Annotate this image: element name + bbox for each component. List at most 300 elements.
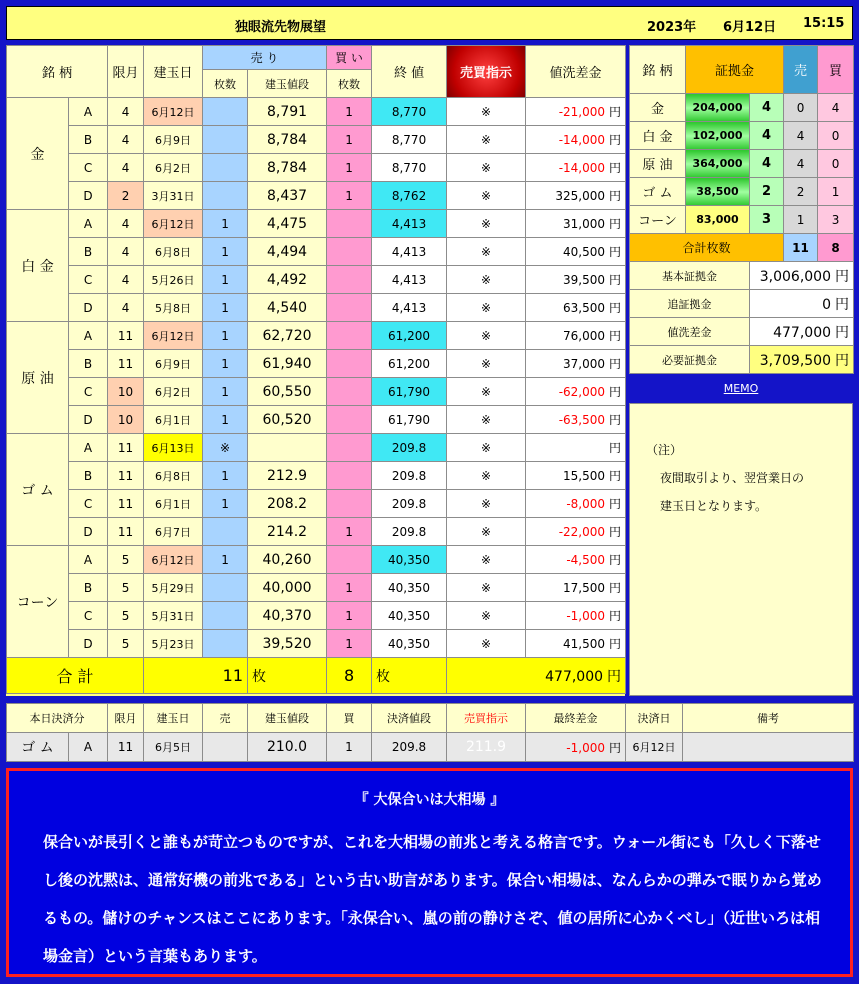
position-month: 4 bbox=[108, 294, 144, 322]
position-diff-yen: 円 bbox=[609, 189, 622, 203]
position-buy-count: 1 bbox=[327, 630, 372, 658]
position-close-price: 8,770 bbox=[372, 126, 447, 154]
position-diff-yen: 円 bbox=[609, 385, 622, 399]
position-open-date: 6月12日 bbox=[144, 546, 203, 574]
position-open-date: 6月12日 bbox=[144, 98, 203, 126]
margin-summary-value: 3,709,500 bbox=[759, 352, 832, 369]
totals-buy-count: 8 bbox=[327, 658, 372, 694]
col-header-name: 銘 柄 bbox=[7, 46, 108, 98]
position-diff-cell bbox=[526, 630, 626, 658]
margin-summary-label: 基本証拠金 bbox=[630, 262, 750, 290]
settled-name: ゴ ム bbox=[7, 733, 69, 762]
position-open-date: 6月9日 bbox=[144, 350, 203, 378]
table-row bbox=[7, 602, 626, 630]
col-header-sell: 売 り bbox=[203, 46, 327, 70]
position-order-mark: ※ bbox=[447, 266, 526, 294]
position-diff-yen: 円 bbox=[609, 329, 622, 343]
position-open-price: 4,540 bbox=[248, 294, 327, 322]
settled-settle-price: 209.8 bbox=[372, 733, 447, 762]
settled-header-label: 本日決済分 bbox=[7, 704, 108, 733]
col-header-diff: 値洗差金 bbox=[526, 46, 626, 98]
position-diff-yen: 円 bbox=[609, 637, 622, 651]
margin-commodity: ゴ ム bbox=[630, 178, 686, 206]
margin-buy: 0 bbox=[818, 150, 854, 178]
table-row bbox=[7, 574, 626, 602]
position-month: 11 bbox=[108, 350, 144, 378]
position-diff-cell bbox=[526, 294, 626, 322]
position-diff-cell bbox=[526, 350, 626, 378]
position-open-price bbox=[248, 434, 327, 462]
position-month: 4 bbox=[108, 154, 144, 182]
position-order-mark: ※ bbox=[447, 294, 526, 322]
position-month: 2 bbox=[108, 182, 144, 210]
position-order-mark: ※ bbox=[447, 322, 526, 350]
position-diff-value: -21,000 bbox=[558, 105, 606, 119]
position-open-date: 6月7日 bbox=[144, 518, 203, 546]
memo-link[interactable]: MEMO bbox=[723, 382, 759, 395]
settled-final-cell bbox=[526, 733, 626, 762]
position-month: 10 bbox=[108, 378, 144, 406]
position-open-price: 39,520 bbox=[248, 630, 327, 658]
position-diff-yen: 円 bbox=[609, 609, 622, 623]
margin-sell: 2 bbox=[784, 178, 818, 206]
table-row bbox=[7, 98, 626, 126]
margin-summary-label: 追証拠金 bbox=[630, 290, 750, 318]
position-sell-count: 1 bbox=[203, 462, 248, 490]
settled-row bbox=[7, 733, 854, 762]
position-close-price: 4,413 bbox=[372, 266, 447, 294]
totals-yen: 円 bbox=[607, 668, 622, 685]
margin-total-sell: 11 bbox=[784, 234, 818, 262]
position-month: 5 bbox=[108, 630, 144, 658]
position-buy-count: 1 bbox=[327, 602, 372, 630]
position-open-price: 8,791 bbox=[248, 98, 327, 126]
position-diff-cell bbox=[526, 574, 626, 602]
table-row bbox=[7, 294, 626, 322]
margin-summary-yen: 円 bbox=[835, 268, 850, 285]
memo-line-1: 夜間取引より、翌営業日の bbox=[660, 471, 805, 485]
position-sub: B bbox=[69, 574, 108, 602]
position-diff-yen: 円 bbox=[609, 133, 622, 147]
position-close-price: 4,413 bbox=[372, 210, 447, 238]
table-row bbox=[7, 546, 626, 574]
settled-header-final: 最終差金 bbox=[526, 704, 626, 733]
position-diff-value: -8,000 bbox=[566, 497, 606, 511]
position-close-price: 8,770 bbox=[372, 154, 447, 182]
margin-row bbox=[630, 206, 854, 234]
position-diff-cell bbox=[526, 182, 626, 210]
position-sub: C bbox=[69, 266, 108, 294]
margin-total-row bbox=[630, 234, 854, 262]
position-diff-yen: 円 bbox=[609, 273, 622, 287]
position-month: 4 bbox=[108, 210, 144, 238]
position-open-price: 40,260 bbox=[248, 546, 327, 574]
margin-summary-row bbox=[630, 318, 854, 346]
position-close-price: 61,790 bbox=[372, 406, 447, 434]
position-close-price: 40,350 bbox=[372, 574, 447, 602]
settled-sell bbox=[203, 733, 248, 762]
margin-summary-value-cell bbox=[750, 290, 854, 318]
position-order-mark: ※ bbox=[447, 126, 526, 154]
col-header-open-date: 建玉日 bbox=[144, 46, 203, 98]
settled-month: 11 bbox=[108, 733, 144, 762]
table-row bbox=[7, 154, 626, 182]
table-row bbox=[7, 126, 626, 154]
table-row bbox=[7, 266, 626, 294]
position-month: 5 bbox=[108, 574, 144, 602]
position-buy-count: 1 bbox=[327, 518, 372, 546]
margin-buy: 4 bbox=[818, 94, 854, 122]
position-close-price: 8,770 bbox=[372, 98, 447, 126]
position-sub: C bbox=[69, 490, 108, 518]
position-order-mark: ※ bbox=[447, 210, 526, 238]
commodity-group-label: 白 金 bbox=[7, 210, 69, 322]
settled-buy: 1 bbox=[327, 733, 372, 762]
position-buy-count: 1 bbox=[327, 574, 372, 602]
position-close-price: 209.8 bbox=[372, 462, 447, 490]
margin-total-buy: 8 bbox=[818, 234, 854, 262]
position-sell-count bbox=[203, 154, 248, 182]
position-open-price: 4,494 bbox=[248, 238, 327, 266]
position-order-mark: ※ bbox=[447, 630, 526, 658]
position-sell-count: 1 bbox=[203, 490, 248, 518]
positions-panel bbox=[6, 45, 625, 696]
position-buy-count bbox=[327, 238, 372, 266]
position-buy-count bbox=[327, 406, 372, 434]
position-diff-value: -4,500 bbox=[566, 553, 606, 567]
position-sub: A bbox=[69, 210, 108, 238]
settled-header-note: 備考 bbox=[683, 704, 854, 733]
position-diff-cell bbox=[526, 602, 626, 630]
table-row bbox=[7, 462, 626, 490]
margin-summary-label: 値洗差金 bbox=[630, 318, 750, 346]
position-diff-yen: 円 bbox=[609, 217, 622, 231]
position-sell-count: 1 bbox=[203, 294, 248, 322]
position-open-price: 60,550 bbox=[248, 378, 327, 406]
settled-note bbox=[683, 733, 854, 762]
position-diff-yen: 円 bbox=[609, 301, 622, 315]
position-month: 11 bbox=[108, 434, 144, 462]
position-order-mark: ※ bbox=[447, 154, 526, 182]
positions-table bbox=[6, 45, 626, 694]
position-open-date: 3月31日 bbox=[144, 182, 203, 210]
memo-box bbox=[629, 403, 853, 696]
margin-amount: 83,000 bbox=[686, 206, 750, 234]
position-open-date: 6月12日 bbox=[144, 210, 203, 238]
position-diff-value: 17,500 bbox=[563, 581, 606, 595]
col-header-buy-count: 枚数 bbox=[327, 70, 372, 98]
position-sub: D bbox=[69, 294, 108, 322]
position-sub: A bbox=[69, 98, 108, 126]
position-open-date: 6月13日 bbox=[144, 434, 203, 462]
position-sell-count bbox=[203, 98, 248, 126]
position-open-price: 62,720 bbox=[248, 322, 327, 350]
settled-panel bbox=[6, 703, 853, 761]
position-order-mark: ※ bbox=[447, 602, 526, 630]
position-month: 4 bbox=[108, 266, 144, 294]
settled-header-order: 売買指示 bbox=[447, 704, 526, 733]
position-open-date: 5月31日 bbox=[144, 602, 203, 630]
position-sub: A bbox=[69, 546, 108, 574]
settled-header-open-date: 建玉日 bbox=[144, 704, 203, 733]
settled-header-month: 限月 bbox=[108, 704, 144, 733]
totals-row bbox=[7, 658, 626, 694]
position-diff-cell bbox=[526, 434, 626, 462]
margin-sell: 4 bbox=[784, 150, 818, 178]
position-month: 5 bbox=[108, 602, 144, 630]
position-month: 4 bbox=[108, 98, 144, 126]
page-title: 独眼流先物展望 bbox=[235, 20, 327, 35]
position-sell-count: ※ bbox=[203, 434, 248, 462]
position-sell-count: 1 bbox=[203, 350, 248, 378]
position-diff-yen: 円 bbox=[609, 441, 622, 455]
margin-summary-value: 0 bbox=[822, 296, 832, 313]
margin-summary-yen: 円 bbox=[835, 352, 850, 369]
position-diff-cell bbox=[526, 546, 626, 574]
position-month: 11 bbox=[108, 462, 144, 490]
position-sub: D bbox=[69, 518, 108, 546]
header-time: 15:15 bbox=[803, 16, 845, 31]
table-row bbox=[7, 518, 626, 546]
position-diff-cell bbox=[526, 490, 626, 518]
position-sell-count: 1 bbox=[203, 266, 248, 294]
margin-count: 4 bbox=[750, 94, 784, 122]
position-diff-yen: 円 bbox=[609, 497, 622, 511]
position-open-price: 212.9 bbox=[248, 462, 327, 490]
position-open-price: 8,784 bbox=[248, 126, 327, 154]
position-buy-count: 1 bbox=[327, 154, 372, 182]
position-diff-value: -22,000 bbox=[558, 525, 606, 539]
position-sell-count: 1 bbox=[203, 238, 248, 266]
position-month: 5 bbox=[108, 546, 144, 574]
position-diff-cell bbox=[526, 266, 626, 294]
position-diff-value: 39,500 bbox=[563, 273, 606, 287]
margin-row bbox=[630, 150, 854, 178]
position-buy-count bbox=[327, 266, 372, 294]
position-close-price: 209.8 bbox=[372, 518, 447, 546]
position-open-price: 208.2 bbox=[248, 490, 327, 518]
margin-count: 4 bbox=[750, 150, 784, 178]
settled-order: 211.9 bbox=[447, 733, 526, 762]
position-month: 11 bbox=[108, 518, 144, 546]
position-buy-count bbox=[327, 350, 372, 378]
position-sub: C bbox=[69, 378, 108, 406]
margin-amount: 102,000 bbox=[686, 122, 750, 150]
position-buy-count bbox=[327, 434, 372, 462]
quote-body: 保合いが長引くと誰もが苛立つものですが、これを大相場の前兆と考える格言です。ウォール街にも「久しく下落せし後の沈黙は、通常好機の前兆である」という古い助言があります。保合い相場は、なんらかの弾みで眠りから覚めるもの。儲けのチャンスはここにあります。「永保合い、嵐の前の静けさぞ、値の居所に心かくべし」（近世いろは相場金言）という言葉もあります。 bbox=[43, 833, 822, 965]
position-diff-value: -1,000 bbox=[566, 609, 606, 623]
table-row bbox=[7, 378, 626, 406]
position-diff-cell bbox=[526, 98, 626, 126]
position-diff-value: -14,000 bbox=[558, 161, 606, 175]
position-buy-count bbox=[327, 294, 372, 322]
col-header-month: 限月 bbox=[108, 46, 144, 98]
table-row bbox=[7, 350, 626, 378]
position-order-mark: ※ bbox=[447, 98, 526, 126]
position-sub: D bbox=[69, 406, 108, 434]
position-sub: A bbox=[69, 322, 108, 350]
position-diff-yen: 円 bbox=[609, 245, 622, 259]
position-close-price: 209.8 bbox=[372, 434, 447, 462]
margin-summary-value: 3,006,000 bbox=[759, 268, 832, 285]
margin-summary-value-cell bbox=[750, 346, 854, 374]
position-sell-count bbox=[203, 574, 248, 602]
position-close-price: 40,350 bbox=[372, 630, 447, 658]
position-order-mark: ※ bbox=[447, 182, 526, 210]
position-diff-value: 40,500 bbox=[563, 245, 606, 259]
position-order-mark: ※ bbox=[447, 434, 526, 462]
position-open-price: 60,520 bbox=[248, 406, 327, 434]
side-header-margin: 証拠金 bbox=[686, 46, 784, 94]
position-open-date: 6月2日 bbox=[144, 154, 203, 182]
table-row bbox=[7, 322, 626, 350]
table-row bbox=[7, 182, 626, 210]
position-buy-count bbox=[327, 462, 372, 490]
position-order-mark: ※ bbox=[447, 546, 526, 574]
position-sub: B bbox=[69, 126, 108, 154]
margin-sell: 4 bbox=[784, 122, 818, 150]
col-header-buy: 買 い bbox=[327, 46, 372, 70]
position-open-date: 5月23日 bbox=[144, 630, 203, 658]
position-buy-count bbox=[327, 322, 372, 350]
position-close-price: 209.8 bbox=[372, 490, 447, 518]
title-bar bbox=[6, 6, 853, 40]
position-close-price: 61,200 bbox=[372, 322, 447, 350]
margin-summary-value-cell bbox=[750, 318, 854, 346]
position-close-price: 40,350 bbox=[372, 602, 447, 630]
position-open-date: 6月9日 bbox=[144, 126, 203, 154]
position-open-price: 40,000 bbox=[248, 574, 327, 602]
totals-sell-unit: 枚 bbox=[248, 658, 327, 694]
position-buy-count: 1 bbox=[327, 182, 372, 210]
position-close-price: 4,413 bbox=[372, 238, 447, 266]
margin-commodity: 金 bbox=[630, 94, 686, 122]
position-diff-value: -63,500 bbox=[558, 413, 606, 427]
margin-commodity: コーン bbox=[630, 206, 686, 234]
margin-sell: 0 bbox=[784, 94, 818, 122]
position-open-price: 61,940 bbox=[248, 350, 327, 378]
totals-sell-count: 11 bbox=[144, 658, 248, 694]
position-sub: D bbox=[69, 182, 108, 210]
settled-open-date: 6月5日 bbox=[144, 733, 203, 762]
settled-header-sell: 売 bbox=[203, 704, 248, 733]
position-sell-count: 1 bbox=[203, 546, 248, 574]
settled-date: 6月12日 bbox=[626, 733, 683, 762]
header-date: 6月12日 bbox=[723, 20, 777, 35]
margin-sell: 1 bbox=[784, 206, 818, 234]
position-diff-value: 37,000 bbox=[563, 357, 606, 371]
position-buy-count bbox=[327, 490, 372, 518]
table-row bbox=[7, 210, 626, 238]
table-row bbox=[7, 490, 626, 518]
side-header-buy: 買 bbox=[818, 46, 854, 94]
margin-summary-row bbox=[630, 262, 854, 290]
position-diff-cell bbox=[526, 238, 626, 266]
memo-note-label: （注） bbox=[646, 443, 683, 457]
margin-summary-row bbox=[630, 346, 854, 374]
margin-amount: 204,000 bbox=[686, 94, 750, 122]
position-buy-count: 1 bbox=[327, 126, 372, 154]
position-open-price: 8,784 bbox=[248, 154, 327, 182]
settled-table bbox=[6, 703, 854, 762]
position-order-mark: ※ bbox=[447, 238, 526, 266]
margin-total-label: 合計枚数 bbox=[630, 234, 784, 262]
position-sell-count bbox=[203, 126, 248, 154]
margin-summary-value-cell bbox=[750, 262, 854, 290]
position-sell-count: 1 bbox=[203, 406, 248, 434]
position-open-price: 214.2 bbox=[248, 518, 327, 546]
table-row bbox=[7, 406, 626, 434]
position-diff-value: 325,000 bbox=[555, 189, 606, 203]
position-sub: B bbox=[69, 462, 108, 490]
quote-panel bbox=[6, 768, 853, 977]
header-year: 2023年 bbox=[647, 20, 697, 35]
margin-summary-value: 477,000 bbox=[773, 324, 832, 341]
position-sub: B bbox=[69, 350, 108, 378]
position-diff-cell bbox=[526, 126, 626, 154]
position-open-date: 6月2日 bbox=[144, 378, 203, 406]
position-open-date: 6月12日 bbox=[144, 322, 203, 350]
position-sell-count bbox=[203, 602, 248, 630]
position-diff-yen: 円 bbox=[609, 553, 622, 567]
margin-amount: 38,500 bbox=[686, 178, 750, 206]
position-open-date: 5月8日 bbox=[144, 294, 203, 322]
margin-summary-label: 必要証拠金 bbox=[630, 346, 750, 374]
position-open-date: 5月26日 bbox=[144, 266, 203, 294]
position-close-price: 8,762 bbox=[372, 182, 447, 210]
margin-buy: 0 bbox=[818, 122, 854, 150]
position-month: 4 bbox=[108, 126, 144, 154]
position-sell-count bbox=[203, 630, 248, 658]
position-diff-value: 15,500 bbox=[563, 469, 606, 483]
position-diff-value: -14,000 bbox=[558, 133, 606, 147]
position-sell-count bbox=[203, 518, 248, 546]
position-order-mark: ※ bbox=[447, 518, 526, 546]
position-open-date: 5月29日 bbox=[144, 574, 203, 602]
position-diff-yen: 円 bbox=[609, 413, 622, 427]
side-header-sell: 売 bbox=[784, 46, 818, 94]
position-sub: D bbox=[69, 630, 108, 658]
position-diff-value: 31,000 bbox=[563, 217, 606, 231]
position-month: 4 bbox=[108, 238, 144, 266]
position-diff-value: 76,000 bbox=[563, 329, 606, 343]
position-diff-cell bbox=[526, 154, 626, 182]
position-buy-count bbox=[327, 378, 372, 406]
settled-sub: A bbox=[69, 733, 108, 762]
position-open-price: 4,475 bbox=[248, 210, 327, 238]
position-diff-yen: 円 bbox=[609, 161, 622, 175]
position-diff-yen: 円 bbox=[609, 105, 622, 119]
position-month: 10 bbox=[108, 406, 144, 434]
position-open-date: 6月1日 bbox=[144, 490, 203, 518]
margin-buy: 1 bbox=[818, 178, 854, 206]
position-close-price: 4,413 bbox=[372, 294, 447, 322]
position-order-mark: ※ bbox=[447, 462, 526, 490]
settled-header-buy: 買 bbox=[327, 704, 372, 733]
position-month: 11 bbox=[108, 322, 144, 350]
margin-count: 3 bbox=[750, 206, 784, 234]
position-order-mark: ※ bbox=[447, 378, 526, 406]
position-diff-cell bbox=[526, 406, 626, 434]
position-diff-cell bbox=[526, 518, 626, 546]
commodity-group-label: 原 油 bbox=[7, 322, 69, 434]
margin-commodity: 原 油 bbox=[630, 150, 686, 178]
position-diff-yen: 円 bbox=[609, 525, 622, 539]
position-diff-cell bbox=[526, 378, 626, 406]
position-open-date: 6月8日 bbox=[144, 462, 203, 490]
settled-final-yen: 円 bbox=[608, 740, 621, 755]
totals-diff: 477,000 bbox=[545, 668, 604, 685]
